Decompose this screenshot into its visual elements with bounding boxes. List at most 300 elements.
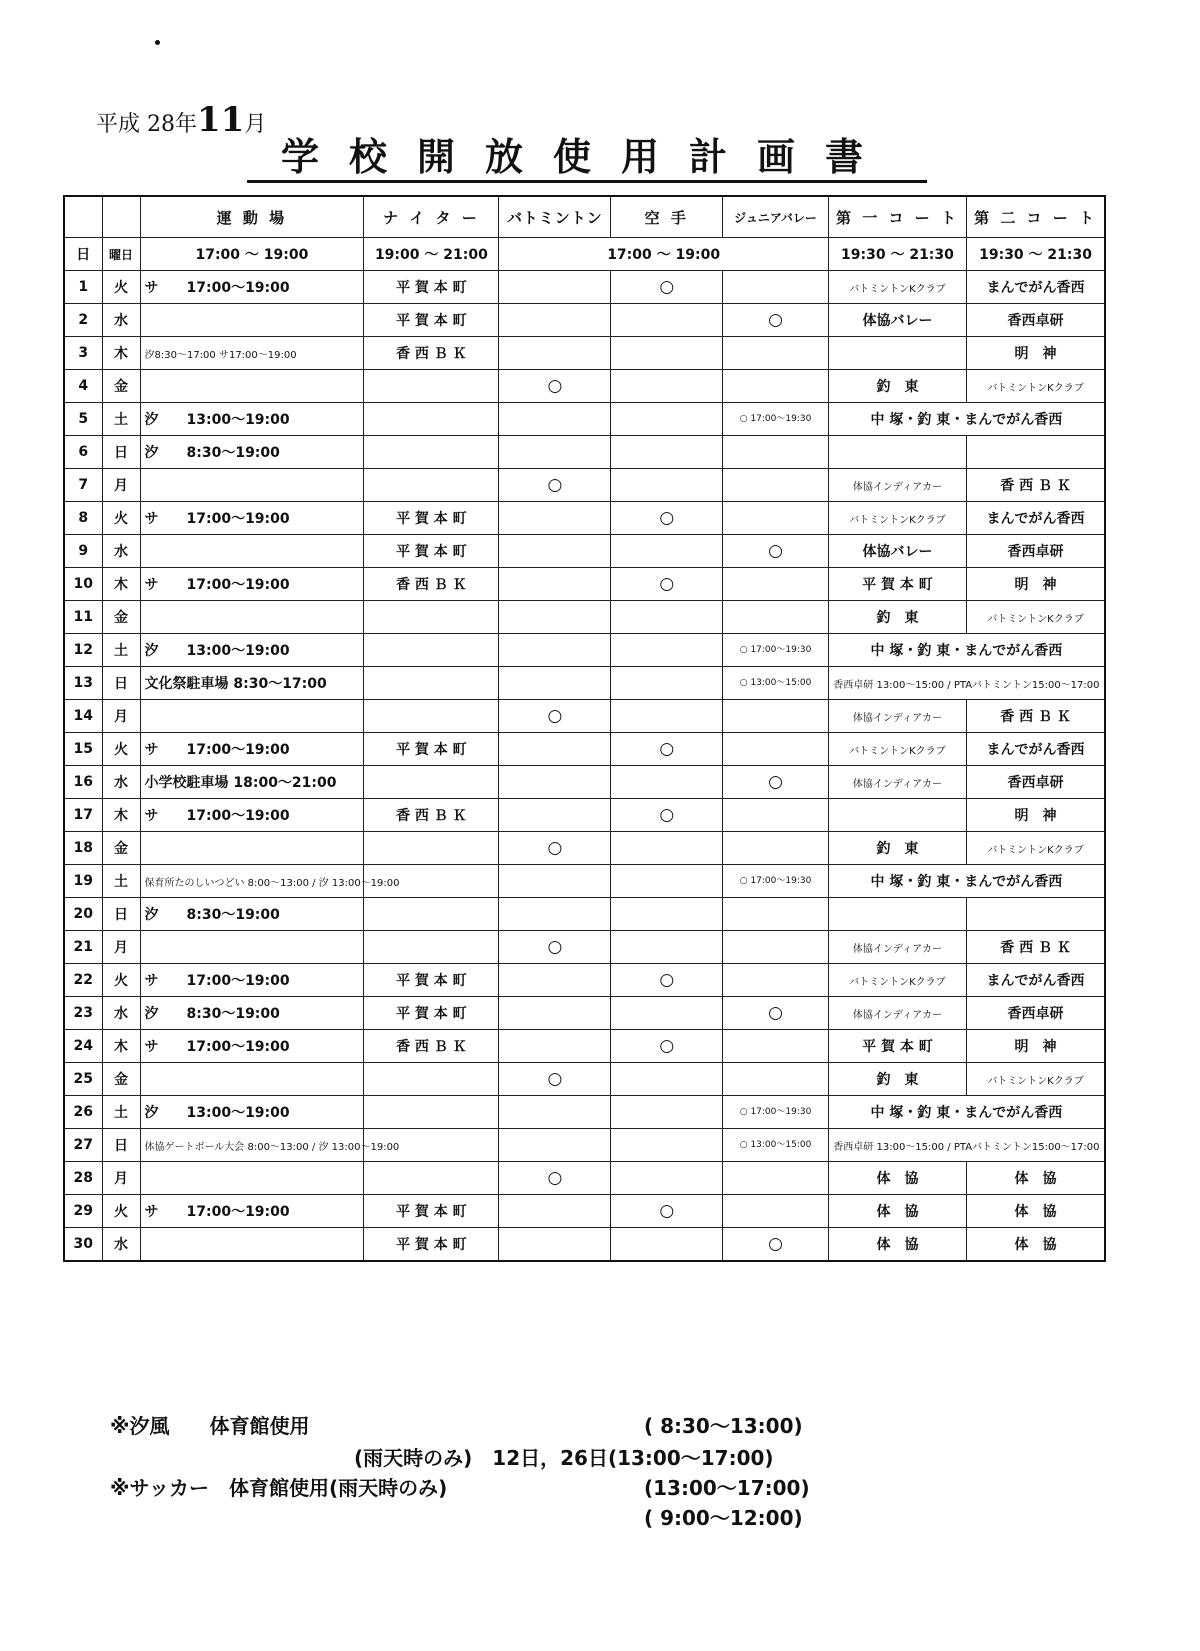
- note-line2: (雨天時のみ) 12日，26日(13:00～17:00): [354, 1446, 774, 1470]
- cell-day: 26: [64, 1096, 102, 1129]
- col-badminton: バトミントン: [499, 196, 611, 238]
- cell-court1: 釣 東: [828, 1063, 966, 1096]
- cell-ground: [140, 1228, 364, 1262]
- cell-badminton: [499, 766, 611, 799]
- cell-ground: サ 17:00～19:00: [140, 271, 364, 304]
- note-line4-time: ( 9:00～12:00): [644, 1506, 803, 1530]
- table-row: [64, 1195, 1105, 1228]
- cell-day: 8: [64, 502, 102, 535]
- cell-badminton: [499, 964, 611, 997]
- cell-ground: 文化祭駐車場 8:30～17:00: [140, 667, 364, 700]
- cell-ground: 保育所たのしいつどい 8:00～13:00 / 汐 13:00～19:00: [140, 865, 364, 898]
- table-row: [64, 403, 1105, 436]
- cell-court2: バトミントンKクラブ: [967, 601, 1105, 634]
- table-row: [64, 832, 1105, 865]
- cell-court1: 体協バレー: [828, 535, 966, 568]
- cell-weekday: 日: [102, 1129, 140, 1162]
- cell-day: 24: [64, 1030, 102, 1063]
- table-row: [64, 667, 1105, 700]
- cell-karate: [611, 469, 723, 502]
- cell-junior-volley: [723, 1063, 829, 1096]
- table-row: [64, 1096, 1105, 1129]
- col-karate: 空 手: [611, 196, 723, 238]
- cell-day: 3: [64, 337, 102, 370]
- cell-weekday: 水: [102, 766, 140, 799]
- time-header-row: [64, 238, 1105, 271]
- cell-night: 香 西 Ｂ Ｋ: [364, 1030, 499, 1063]
- cell-karate: [611, 766, 723, 799]
- cell-weekday: 金: [102, 601, 140, 634]
- cell-court1: 体 協: [828, 1162, 966, 1195]
- cell-ground: 小学校駐車場 18:00～21:00: [140, 766, 364, 799]
- table-row: [64, 733, 1105, 766]
- cell-ground: [140, 304, 364, 337]
- cell-karate: [611, 601, 723, 634]
- table-row: [64, 1162, 1105, 1195]
- cell-badminton: [499, 568, 611, 601]
- cell-court2: 体 協: [967, 1162, 1105, 1195]
- cell-night: [364, 667, 499, 700]
- cell-weekday: 金: [102, 1063, 140, 1096]
- cell-karate: ○: [611, 502, 723, 535]
- cell-day: 6: [64, 436, 102, 469]
- cell-badminton: ○: [499, 1063, 611, 1096]
- cell-day: 22: [64, 964, 102, 997]
- cell-night: [364, 1063, 499, 1096]
- cell-karate: [611, 667, 723, 700]
- cell-karate: [611, 1129, 723, 1162]
- cell-night: 平 賀 本 町: [364, 733, 499, 766]
- cell-badminton: [499, 667, 611, 700]
- cell-day: 27: [64, 1129, 102, 1162]
- cell-karate: ○: [611, 1195, 723, 1228]
- cell-weekday: 土: [102, 403, 140, 436]
- cell-night: [364, 931, 499, 964]
- cell-badminton: [499, 337, 611, 370]
- cell-ground: 体協ゲートボール大会 8:00～13:00 / 汐 13:00～19:00: [140, 1129, 364, 1162]
- table-row: [64, 799, 1105, 832]
- page-title: 学校開放使用計画書: [247, 134, 927, 183]
- table-row: [64, 304, 1105, 337]
- cell-weekday: 水: [102, 997, 140, 1030]
- cell-court-span: 中 塚・釣 東・まんでがん香西: [828, 403, 1105, 436]
- cell-ground: [140, 931, 364, 964]
- cell-ground: サ 17:00～19:00: [140, 502, 364, 535]
- cell-night: [364, 436, 499, 469]
- cell-day: 23: [64, 997, 102, 1030]
- cell-court-span: 中 塚・釣 東・まんでがん香西: [828, 865, 1105, 898]
- col-court2: 第 二 コ ー ト: [967, 196, 1105, 238]
- cell-night: 平 賀 本 町: [364, 997, 499, 1030]
- cell-weekday: 火: [102, 733, 140, 766]
- cell-karate: ○: [611, 733, 723, 766]
- cell-weekday: 水: [102, 304, 140, 337]
- cell-badminton: [499, 502, 611, 535]
- cell-day: 17: [64, 799, 102, 832]
- cell-court2: まんでがん香西: [967, 271, 1105, 304]
- cell-night: 平 賀 本 町: [364, 535, 499, 568]
- cell-weekday: 火: [102, 271, 140, 304]
- cell-court2: [967, 898, 1105, 931]
- cell-court2: 香 西 Ｂ Ｋ: [967, 469, 1105, 502]
- cell-junior-volley: [723, 700, 829, 733]
- cell-weekday: 水: [102, 535, 140, 568]
- schedule-table: [63, 195, 1106, 1262]
- cell-ground: [140, 469, 364, 502]
- note-line1: ※汐風 体育館使用: [110, 1414, 310, 1438]
- cell-day: 9: [64, 535, 102, 568]
- cell-court-span: 中 塚・釣 東・まんでがん香西: [828, 1096, 1105, 1129]
- cell-badminton: [499, 1030, 611, 1063]
- cell-day: 18: [64, 832, 102, 865]
- cell-day: 2: [64, 304, 102, 337]
- cell-night: [364, 1162, 499, 1195]
- cell-court1: 体協インディアカー: [828, 931, 966, 964]
- cell-badminton: [499, 304, 611, 337]
- era-month-unit: 月: [244, 112, 267, 137]
- cell-court-span: 香西卓研 13:00～15:00 / PTAバトミントン15:00～17:00: [828, 667, 1105, 700]
- cell-junior-volley: [723, 370, 829, 403]
- cell-karate: [611, 370, 723, 403]
- cell-court2: バトミントンKクラブ: [967, 370, 1105, 403]
- cell-junior-volley: [723, 1162, 829, 1195]
- cell-badminton: [499, 1228, 611, 1262]
- cell-karate: [611, 931, 723, 964]
- cell-karate: ○: [611, 568, 723, 601]
- hdr-day: 日: [64, 238, 102, 271]
- cell-junior-volley: [723, 469, 829, 502]
- cell-ground: 汐 13:00～19:00: [140, 1096, 364, 1129]
- cell-court2: [967, 436, 1105, 469]
- cell-weekday: 月: [102, 931, 140, 964]
- cell-weekday: 土: [102, 634, 140, 667]
- cell-ground: [140, 700, 364, 733]
- cell-court1: 釣 東: [828, 832, 966, 865]
- cell-day: 5: [64, 403, 102, 436]
- cell-karate: ○: [611, 964, 723, 997]
- cell-weekday: 日: [102, 667, 140, 700]
- cell-junior-volley: [723, 337, 829, 370]
- cell-badminton: [499, 535, 611, 568]
- hdr-night-time: 19:00 ～ 21:00: [364, 238, 499, 271]
- cell-weekday: 木: [102, 1030, 140, 1063]
- cell-court1: バトミントンKクラブ: [828, 733, 966, 766]
- cell-junior-volley: [723, 898, 829, 931]
- cell-day: 16: [64, 766, 102, 799]
- table-row: [64, 469, 1105, 502]
- cell-karate: [611, 436, 723, 469]
- cell-karate: [611, 832, 723, 865]
- table-row: [64, 964, 1105, 997]
- cell-day: 29: [64, 1195, 102, 1228]
- cell-ground: 汐8:30～17:00 サ17:00～19:00: [140, 337, 364, 370]
- cell-ground: 汐 8:30～19:00: [140, 997, 364, 1030]
- cell-court2: 香西卓研: [967, 304, 1105, 337]
- cell-junior-volley: ○ 13:00～15:00: [723, 1129, 829, 1162]
- cell-junior-volley: ○: [723, 1228, 829, 1262]
- note-line1-time: ( 8:30～13:00): [644, 1414, 803, 1438]
- cell-badminton: [499, 1096, 611, 1129]
- cell-court2: まんでがん香西: [967, 502, 1105, 535]
- cell-junior-volley: ○ 17:00～19:30: [723, 403, 829, 436]
- cell-court1: 体 協: [828, 1195, 966, 1228]
- cell-badminton: ○: [499, 931, 611, 964]
- cell-day: 20: [64, 898, 102, 931]
- cell-karate: ○: [611, 799, 723, 832]
- cell-night: 平 賀 本 町: [364, 1195, 499, 1228]
- cell-weekday: 月: [102, 469, 140, 502]
- table-row: [64, 535, 1105, 568]
- cell-junior-volley: [723, 733, 829, 766]
- col-ground: 運 動 場: [140, 196, 364, 238]
- cell-badminton: [499, 733, 611, 766]
- cell-badminton: [499, 634, 611, 667]
- cell-court2: 明 神: [967, 337, 1105, 370]
- schedule-body: [64, 271, 1105, 1262]
- cell-junior-volley: [723, 832, 829, 865]
- col-junior-volley: ジュニアバレー: [723, 196, 829, 238]
- table-row: [64, 766, 1105, 799]
- cell-court2: 明 神: [967, 799, 1105, 832]
- cell-weekday: 日: [102, 436, 140, 469]
- cell-junior-volley: ○ 13:00～15:00: [723, 667, 829, 700]
- cell-junior-volley: [723, 568, 829, 601]
- cell-court1: [828, 337, 966, 370]
- table-row: [64, 370, 1105, 403]
- cell-junior-volley: ○ 17:00～19:30: [723, 865, 829, 898]
- cell-night: 平 賀 本 町: [364, 1228, 499, 1262]
- cell-junior-volley: ○: [723, 997, 829, 1030]
- cell-court1: 体 協: [828, 1228, 966, 1262]
- table-row: [64, 898, 1105, 931]
- cell-karate: [611, 304, 723, 337]
- cell-court1: バトミントンKクラブ: [828, 502, 966, 535]
- cell-karate: ○: [611, 271, 723, 304]
- cell-day: 11: [64, 601, 102, 634]
- cell-day: 4: [64, 370, 102, 403]
- cell-night: [364, 700, 499, 733]
- cell-karate: [611, 997, 723, 1030]
- stray-dot: [155, 40, 160, 45]
- cell-karate: [611, 1162, 723, 1195]
- cell-ground: サ 17:00～19:00: [140, 568, 364, 601]
- cell-night: [364, 634, 499, 667]
- cell-badminton: [499, 865, 611, 898]
- cell-junior-volley: ○ 17:00～19:30: [723, 634, 829, 667]
- table-row: [64, 1063, 1105, 1096]
- table-row: [64, 997, 1105, 1030]
- cell-court2: バトミントンKクラブ: [967, 832, 1105, 865]
- cell-badminton: [499, 997, 611, 1030]
- cell-night: 香 西 Ｂ Ｋ: [364, 337, 499, 370]
- cell-court2: バトミントンKクラブ: [967, 1063, 1105, 1096]
- table-row: [64, 601, 1105, 634]
- note-line3-time: (13:00～17:00): [644, 1476, 810, 1500]
- cell-weekday: 月: [102, 700, 140, 733]
- cell-karate: [611, 1096, 723, 1129]
- cell-weekday: 火: [102, 964, 140, 997]
- cell-night: [364, 601, 499, 634]
- cell-junior-volley: [723, 271, 829, 304]
- cell-badminton: [499, 403, 611, 436]
- cell-night: [364, 469, 499, 502]
- cell-weekday: 水: [102, 1228, 140, 1262]
- cell-karate: [611, 1228, 723, 1262]
- cell-ground: [140, 832, 364, 865]
- cell-ground: サ 17:00～19:00: [140, 733, 364, 766]
- cell-ground: 汐 8:30～19:00: [140, 436, 364, 469]
- cell-karate: [611, 700, 723, 733]
- cell-day: 19: [64, 865, 102, 898]
- cell-badminton: ○: [499, 1162, 611, 1195]
- cell-night: 香 西 Ｂ Ｋ: [364, 799, 499, 832]
- cell-junior-volley: [723, 502, 829, 535]
- cell-day: 13: [64, 667, 102, 700]
- cell-court2: 明 神: [967, 1030, 1105, 1063]
- cell-night: [364, 370, 499, 403]
- cell-court-span: 香西卓研 13:00～15:00 / PTAバトミントン15:00～17:00: [828, 1129, 1105, 1162]
- cell-court1: 体協インディアカー: [828, 766, 966, 799]
- cell-ground: 汐 13:00～19:00: [140, 634, 364, 667]
- cell-badminton: ○: [499, 469, 611, 502]
- cell-weekday: 土: [102, 865, 140, 898]
- table-row: [64, 1129, 1105, 1162]
- cell-court2: 体 協: [967, 1228, 1105, 1262]
- cell-court1: 体協インディアカー: [828, 997, 966, 1030]
- cell-badminton: [499, 601, 611, 634]
- cell-court1: 体協バレー: [828, 304, 966, 337]
- cell-karate: ○: [611, 1030, 723, 1063]
- cell-ground: [140, 601, 364, 634]
- era-date: [96, 100, 266, 140]
- cell-day: 30: [64, 1228, 102, 1262]
- cell-weekday: 木: [102, 799, 140, 832]
- cell-ground: [140, 1063, 364, 1096]
- cell-junior-volley: ○: [723, 304, 829, 337]
- table-row: [64, 568, 1105, 601]
- cell-ground: サ 17:00～19:00: [140, 799, 364, 832]
- cell-badminton: [499, 799, 611, 832]
- cell-junior-volley: [723, 964, 829, 997]
- cell-junior-volley: ○: [723, 766, 829, 799]
- cell-day: 1: [64, 271, 102, 304]
- cell-day: 25: [64, 1063, 102, 1096]
- cell-court2: 香西卓研: [967, 766, 1105, 799]
- cell-junior-volley: ○ 17:00～19:30: [723, 1096, 829, 1129]
- cell-junior-volley: [723, 931, 829, 964]
- cell-day: 28: [64, 1162, 102, 1195]
- cell-weekday: 火: [102, 1195, 140, 1228]
- cell-day: 14: [64, 700, 102, 733]
- table-row: [64, 931, 1105, 964]
- cell-court1: 釣 東: [828, 601, 966, 634]
- cell-night: 平 賀 本 町: [364, 271, 499, 304]
- cell-night: [364, 1096, 499, 1129]
- era-month: 11: [197, 100, 245, 140]
- table-row: [64, 634, 1105, 667]
- table-row: [64, 1228, 1105, 1262]
- cell-badminton: [499, 1129, 611, 1162]
- cell-ground: 汐 13:00～19:00: [140, 403, 364, 436]
- cell-karate: [611, 535, 723, 568]
- hdr-court2-time: 19:30 ～ 21:30: [967, 238, 1105, 271]
- cell-court1: バトミントンKクラブ: [828, 271, 966, 304]
- cell-karate: [611, 1063, 723, 1096]
- cell-court1: [828, 436, 966, 469]
- cell-junior-volley: [723, 1030, 829, 1063]
- cell-ground: サ 17:00～19:00: [140, 1030, 364, 1063]
- cell-court1: 平 賀 本 町: [828, 568, 966, 601]
- cell-day: 21: [64, 931, 102, 964]
- column-header-row: [64, 196, 1105, 238]
- table-row: [64, 337, 1105, 370]
- cell-court2: 香西卓研: [967, 997, 1105, 1030]
- cell-badminton: [499, 1195, 611, 1228]
- table-row: [64, 865, 1105, 898]
- cell-night: [364, 403, 499, 436]
- cell-badminton: ○: [499, 370, 611, 403]
- cell-karate: [611, 403, 723, 436]
- cell-ground: 汐 8:30～19:00: [140, 898, 364, 931]
- cell-junior-volley: ○: [723, 535, 829, 568]
- cell-ground: [140, 535, 364, 568]
- cell-night: 平 賀 本 町: [364, 304, 499, 337]
- cell-day: 15: [64, 733, 102, 766]
- cell-court1: バトミントンKクラブ: [828, 964, 966, 997]
- cell-karate: [611, 898, 723, 931]
- cell-court2: 香 西 Ｂ Ｋ: [967, 931, 1105, 964]
- hdr-mid-time: 17:00 ～ 19:00: [499, 238, 828, 271]
- hdr-court1-time: 19:30 ～ 21:30: [828, 238, 966, 271]
- cell-ground: [140, 1162, 364, 1195]
- cell-karate: [611, 337, 723, 370]
- cell-night: [364, 832, 499, 865]
- cell-badminton: ○: [499, 700, 611, 733]
- cell-ground: サ 17:00～19:00: [140, 964, 364, 997]
- cell-court2: 体 協: [967, 1195, 1105, 1228]
- cell-badminton: ○: [499, 832, 611, 865]
- cell-court2: 香西卓研: [967, 535, 1105, 568]
- table-row: [64, 436, 1105, 469]
- cell-weekday: 金: [102, 832, 140, 865]
- cell-night: [364, 898, 499, 931]
- note-line3: ※サッカー 体育館使用(雨天時のみ): [110, 1476, 448, 1500]
- era-year: 平成 28年: [96, 112, 197, 137]
- table-row: [64, 700, 1105, 733]
- cell-junior-volley: [723, 799, 829, 832]
- cell-junior-volley: [723, 1195, 829, 1228]
- cell-court2: 香 西 Ｂ Ｋ: [967, 700, 1105, 733]
- cell-night: 平 賀 本 町: [364, 502, 499, 535]
- cell-weekday: 土: [102, 1096, 140, 1129]
- cell-ground: サ 17:00～19:00: [140, 1195, 364, 1228]
- cell-court1: 釣 東: [828, 370, 966, 403]
- cell-day: 7: [64, 469, 102, 502]
- cell-court1: [828, 799, 966, 832]
- cell-court2: まんでがん香西: [967, 964, 1105, 997]
- cell-court2: 明 神: [967, 568, 1105, 601]
- cell-junior-volley: [723, 436, 829, 469]
- cell-day: 10: [64, 568, 102, 601]
- cell-weekday: 木: [102, 568, 140, 601]
- table-row: [64, 271, 1105, 304]
- hdr-ground-time: 17:00 ～ 19:00: [140, 238, 364, 271]
- cell-badminton: [499, 436, 611, 469]
- cell-night: [364, 766, 499, 799]
- cell-badminton: [499, 271, 611, 304]
- cell-badminton: [499, 898, 611, 931]
- cell-ground: [140, 370, 364, 403]
